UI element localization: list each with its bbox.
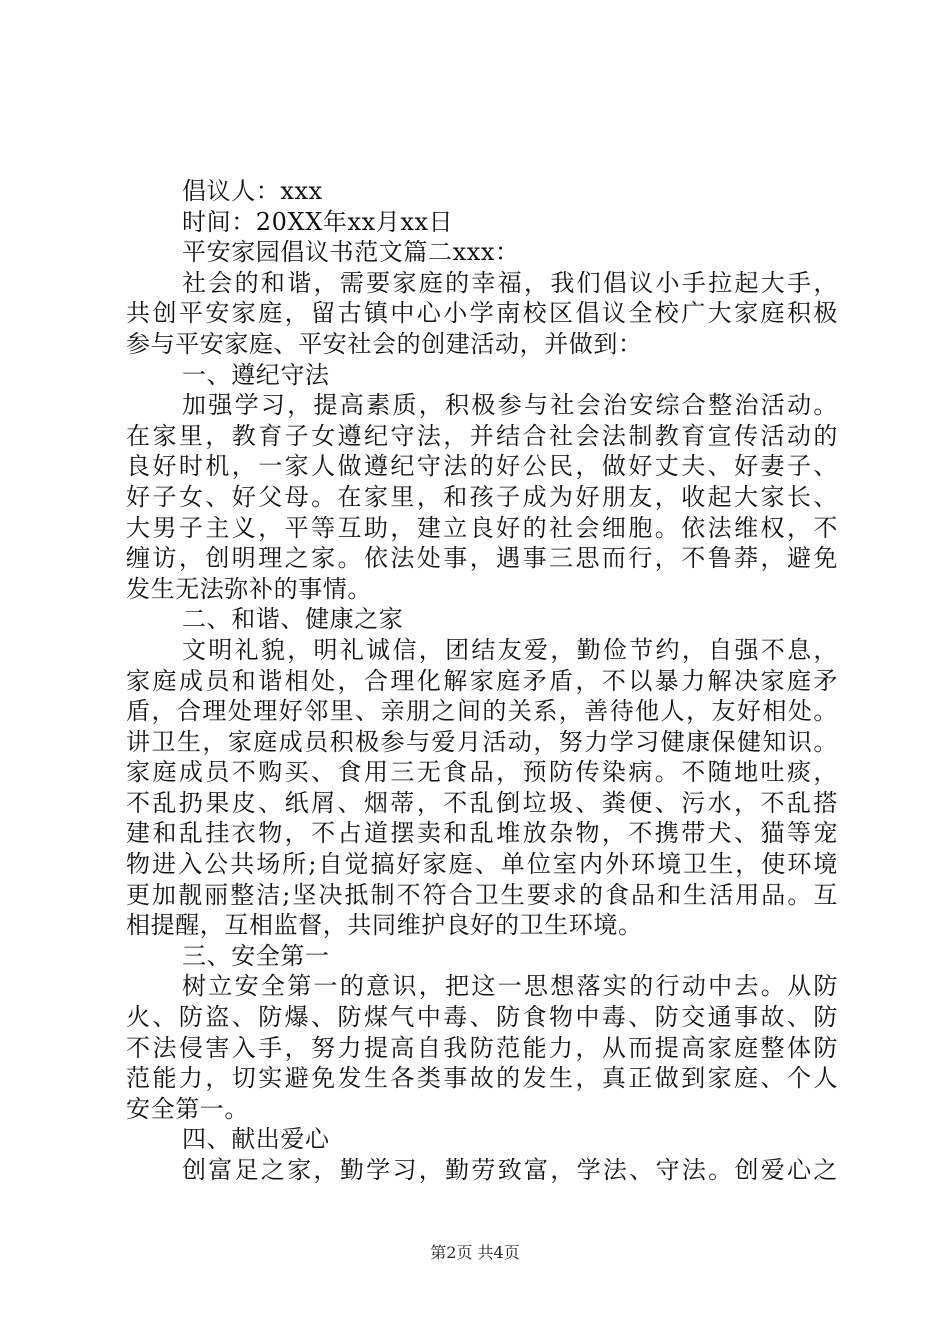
text-line: 加强学习，提高素质，积极参与社会治安综合整治活动。 [182, 391, 838, 420]
text-line: 二、和谐、健康之家 [182, 605, 404, 634]
text-line: 参与平安家庭、平安社会的创建活动，并做到： [126, 329, 643, 358]
text-line: 建和乱挂衣物，不占道摆卖和乱堆放杂物，不携带犬、猫等宠 [126, 819, 838, 848]
text-line: 物进入公共场所;自觉搞好家庭、单位室内外环境卫生，使环境 [126, 850, 838, 879]
text-line: 一、遵纪守法 [182, 360, 330, 389]
text-line: 盾，合理处理好邻里、亲朋之间的关系，善待他人，友好相处。 [126, 697, 838, 726]
text-line: 创富足之家，勤学习，勤劳致富，学法、守法。创爱心之 [182, 1156, 838, 1184]
text-line: 平安家园倡议书范文篇二xxx： [182, 238, 520, 267]
text-line: 相提醒，互相监督，共同维护良好的卫生环境。 [126, 911, 643, 940]
text-line: 树立安全第一的意识，把这一思想落实的行动中去。从防 [182, 972, 838, 1001]
text-line: 倡议人：xxx [182, 177, 323, 205]
text-line: 良好时机，一家人做遵纪守法的好公民，做好丈夫、好妻子、 [126, 452, 838, 481]
text-line: 三、安全第一 [182, 941, 330, 970]
text-line: 大男子主义，平等互助，建立良好的社会细胞。依法维权，不 [126, 513, 838, 542]
text-line: 在家里，教育子女遵纪守法，并结合社会法制教育宣传活动的 [126, 421, 838, 450]
document-body [126, 176, 838, 1186]
text-line: 家庭成员和谐相处，合理化解家庭矛盾，不以暴力解决家庭矛 [126, 666, 838, 695]
text-line: 好子女、好父母。在家里，和孩子成为好朋友，收起大家长、 [126, 482, 838, 511]
text-line: 缠访，创明理之家。依法处事，遇事三思而行，不鲁莽，避免 [126, 544, 838, 573]
text-line: 不法侵害入手，努力提高自我防范能力，从而提高家庭整体防 [126, 1033, 838, 1062]
text-line: 不乱扔果皮、纸屑、烟蒂，不乱倒垃圾、粪便、污水，不乱搭 [126, 788, 838, 817]
text-line: 共创平安家庭，留古镇中心小学南校区倡议全校广大家庭积极 [126, 299, 838, 328]
text-line: 文明礼貌，明礼诚信，团结友爱，勤俭节约，自强不息， [182, 635, 838, 664]
text-line: 家庭成员不购买、食用三无食品，预防传染病。不随地吐痰， [126, 758, 838, 787]
text-line: 发生无法弥补的事情。 [126, 574, 372, 603]
text-line: 时间：20XX年xx月xx日 [182, 207, 454, 236]
text-line: 更加靓丽整洁;坚决抵制不符合卫生要求的食品和生活用品。互 [126, 880, 838, 909]
text-line: 四、献出爱心 [182, 1125, 330, 1154]
text-line: 讲卫生，家庭成员积极参与爱月活动，努力学习健康保健知识。 [126, 727, 838, 756]
text-line: 范能力，切实避免发生各类事故的发生，真正做到家庭、个人 [126, 1064, 838, 1093]
page-footer: 第2页 共4页 [430, 1243, 520, 1262]
text-line: 社会的和谐，需要家庭的幸福，我们倡议小手拉起大手， [182, 268, 838, 297]
text-line: 安全第一。 [126, 1094, 249, 1123]
text-line: 火、防盗、防爆、防煤气中毒、防食物中毒、防交通事故、防 [126, 1003, 838, 1032]
